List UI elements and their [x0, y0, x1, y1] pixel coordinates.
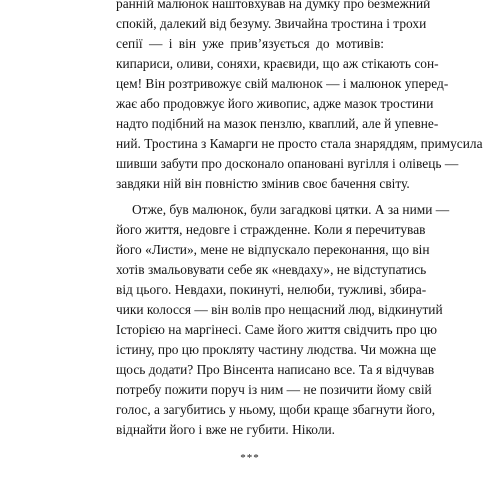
text-line: потребу пожити поруч із ним — не позичити йому свій [116, 382, 432, 397]
text-line: ний. Тростина з Камарги не просто стала знаряддям, примусила [116, 136, 483, 151]
section-separator: *** [240, 452, 260, 464]
text-line: ранній малюнок наштовхував на думку про безмежний [116, 0, 431, 11]
text-line: жає або продовжує його живопис, адже мазок тростини [116, 96, 434, 111]
text-line: чики колосся — він волів про нещасний люд, відкинутий [116, 302, 443, 317]
text-line: завдяки ній він повністю змінив своє бачення світу. [116, 176, 410, 191]
text-line: від цього. Невдахи, покинуті, нелюби, тужливі, збира- [116, 282, 427, 297]
text-line: шивши забути про досконало опановані вугілля і олівець — [116, 156, 459, 171]
text-line: сепії — і він уже прив’язується до мотивів: [116, 36, 384, 51]
text-line: кипариси, оливи, соняхи, краєвиди, що аж стікають сон- [116, 56, 439, 71]
text-line: його життя, недовге і стражденне. Коли я перечитував [116, 222, 426, 237]
paragraph-first-line: Отже, був малюнок, були загадкові цятки. А за ними — [132, 202, 450, 217]
text-line: хотів змальовувати себе як «невдаху», не відступатись [116, 262, 427, 277]
text-line: щось додати? Про Вінсента написано все. Та я відчував [116, 362, 435, 377]
text-line: спокій, далекий від безуму. Звичайна тростина і трохи [116, 16, 427, 31]
text-line: надто подібний на мазок пензлю, кваплий, але й упевне- [116, 116, 439, 131]
text-line: цем! Він розтривожує свій малюнок — і малюнок уперед- [116, 76, 449, 91]
text-line: його «Листи», мене не відпускало переконання, що він [116, 242, 430, 257]
text-line: голос, а загубитись у ньому, щоби краще збагнути його, [116, 402, 436, 417]
text-line: істину, про цю прокляту частину людства. Чи можна ще [116, 342, 437, 357]
text-line: віднайти його і вже не губити. Ніколи. [116, 422, 336, 437]
text-line: Історією на маргінесі. Саме його життя свідчить про цю [116, 322, 438, 337]
